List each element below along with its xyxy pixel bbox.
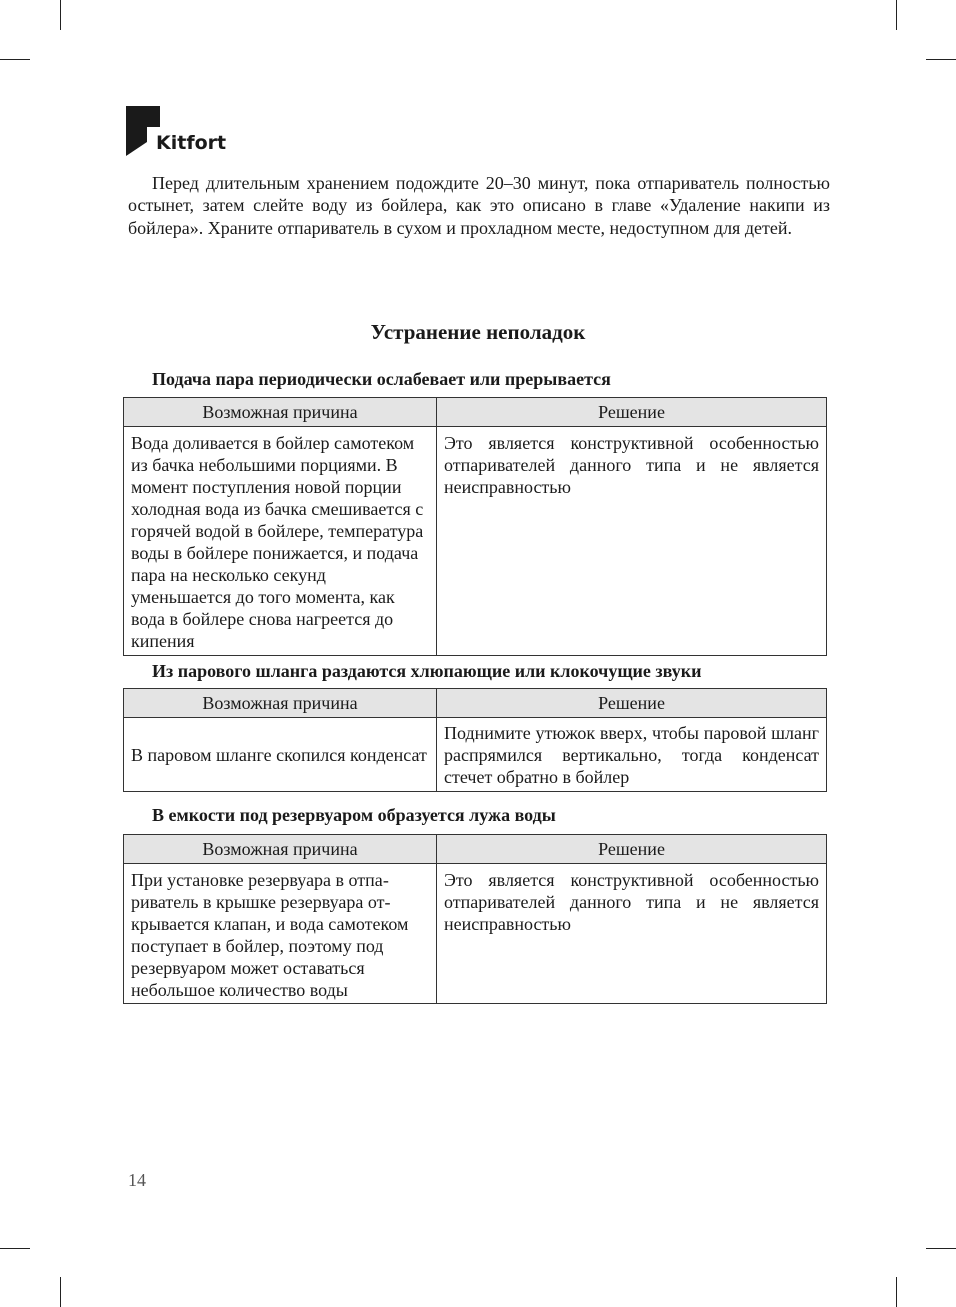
crop-mark [926, 1248, 956, 1249]
brand-logo [126, 106, 236, 158]
table-row [124, 427, 827, 656]
table-row [124, 864, 827, 1004]
troubleshooting-table [123, 397, 827, 656]
table-header-row [124, 398, 827, 427]
cause-cell: Вода доливается в бойлер самотеком из бачка небольшими порциями. В момент поступления новой порции холодная вода из бачка смешивается с горячей водой в бойлере, температура воды в бойлере понижается, и подача пара на несколько секунд уменьшается до того момента, как вода в бойлере снова нагреется до кипения [124, 427, 437, 656]
page-number: 14 [128, 1170, 146, 1190]
problem-title: В емкости под резервуаром образуется лужа воды [152, 805, 556, 825]
crop-mark [60, 1277, 61, 1307]
table-header-row [124, 689, 827, 718]
header-solution: Решение [437, 835, 827, 864]
header-cause: Возможная причина [124, 398, 437, 427]
header-solution: Решение [437, 398, 827, 427]
problem-title: Из парового шланга раздаются хлюпающие или клокочущие звуки [152, 661, 702, 681]
crop-mark [60, 0, 61, 30]
intro-paragraph: Перед длительным хранением подождите 20–30 минут, пока отпариватель полностью остынет, затем слейте воду из бойлера, как это описано в главе «Удаление накипи из бойлера». Храните отпариватель в сухом и прохладном месте, недоступном для детей. [128, 173, 830, 238]
header-cause: Возможная причина [124, 689, 437, 718]
solution-cell: Это является конструктивной особенностью отпаривателей данного типа и не является неисправностью [437, 427, 827, 656]
header-solution: Решение [437, 689, 827, 718]
crop-mark [896, 0, 897, 30]
solution-cell: Поднимите утюжок вверх, чтобы паровой шланг распрямился вертикально, тогда конденсат стечет обратно в бойлер [437, 718, 827, 792]
table-row [124, 718, 827, 792]
brand-name: Kitfort [156, 132, 227, 154]
problem-title: Подача пара периодически ослабевает или прерывается [152, 369, 611, 389]
section-title: Устранение неполадок [370, 320, 586, 344]
header-cause: Возможная причина [124, 835, 437, 864]
crop-mark [0, 1248, 30, 1249]
crop-mark [0, 59, 30, 60]
cause-cell: При установке резервуара в отпариватель в крышке резервуара открывается клапан, и вода самотеком поступает в бойлер, поэтому под резервуаром может оставаться небольшое количество воды [124, 864, 437, 1004]
kitfort-logo-icon [126, 106, 160, 158]
troubleshooting-table [123, 688, 827, 792]
cause-cell: В паровом шланге скопился конденсат [124, 718, 437, 792]
troubleshooting-table [123, 834, 827, 1004]
crop-mark [926, 59, 956, 60]
crop-mark [896, 1277, 897, 1307]
table-header-row [124, 835, 827, 864]
solution-cell: Это является конструктивной особенностью отпаривателей данного типа и не является неисправностью [437, 864, 827, 1004]
